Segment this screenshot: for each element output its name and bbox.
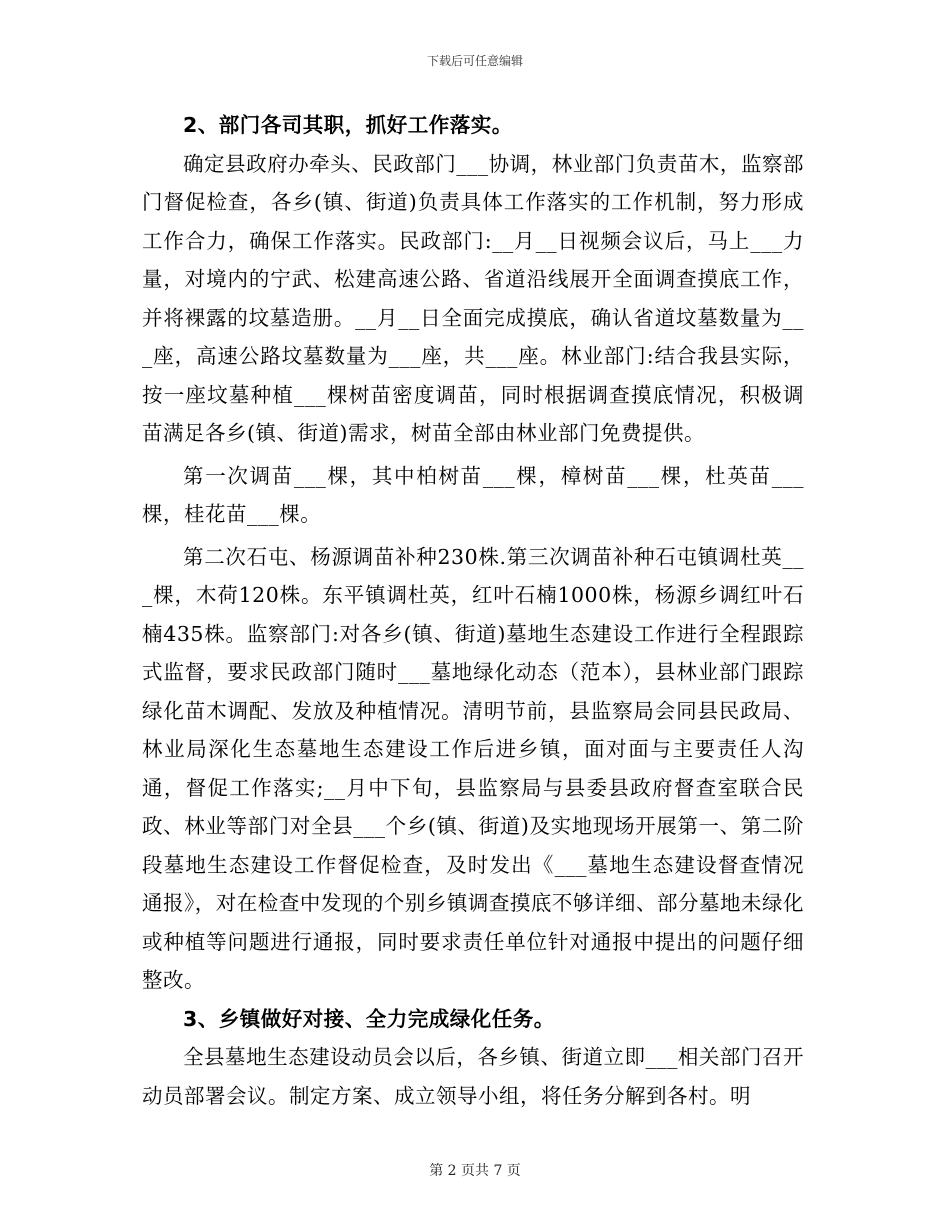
page-header: 下载后可任意编辑 — [426, 54, 523, 68]
paragraph-3: 第二次石屯、杨源调苗补种230株.第三次调苗补种石屯镇调杜英___棵，木荷120株。东平镇调杜英，红叶石楠1000株，杨源乡调红叶石楠435株。监察部门:对各乡(镇、街道)墓地生态建设工作进行全程跟踪式监督，要求民政部门随时___墓地绿化动态（范本），县林业部门跟踪绿化苗木调配、发放及种植情况。清明节前，县监察局会同县民政局、林业局深化生态墓地生态建设工作后进乡镇，面对面与主要责任人沟通，督促工作落实;__月中下旬，县监察局与县委县政府督查室联合民政、林业等部门对全县___个乡(镇、街道)及实地现场开展第一、第二阶段墓地生态建设工作督促检查，及时发出《___墓地生态建设督查情况通报》，对在检查中发现的个别乡镇调查摸底不够详细、部分墓地未绿化或种植等问题进行通报，同时要求责任单位针对通报中提出的问题仔细整改。 — [142, 544, 804, 992]
section-heading-3: 3、乡镇做好对接、全力完成绿化任务。 — [183, 1006, 555, 1031]
paragraph-2: 第一次调苗___棵，其中柏树苗___棵，樟树苗___棵，杜英苗___棵，桂花苗___棵。 — [142, 463, 804, 526]
paragraph-1: 确定县政府办牵头、民政部门___协调，林业部门负责苗木，监察部门督促检查，各乡(镇、街道)负责具体工作落实的工作机制，努力形成工作合力，确保工作落实。民政部门:__月__日视频会议后，马上___力量，对境内的宁武、松建高速公路、省道沿线展开全面调查摸底工作，并将裸露的坟墓造册。__月__日全面完成摸底，确认省道坟墓数量为___座，高速公路坟墓数量为___座，共___座。林业部门:结合我县实际，按一座坟墓种植___棵树苗密度调苗，同时根据调查摸底情况，积极调苗满足各乡(镇、街道)需求，树苗全部由林业部门免费提供。 — [142, 151, 804, 445]
page-footer: 第 2 页共 7 页 — [429, 1163, 521, 1179]
document-body — [142, 106, 804, 1115]
paragraph-4: 全县墓地生态建设动员会以后，各乡镇、街道立即___相关部门召开动员部署会议。制定方案、成立领导小组，将任务分解到各村。明 — [142, 1045, 804, 1108]
section-heading-2: 2、部门各司其职，抓好工作落实。 — [183, 113, 513, 137]
